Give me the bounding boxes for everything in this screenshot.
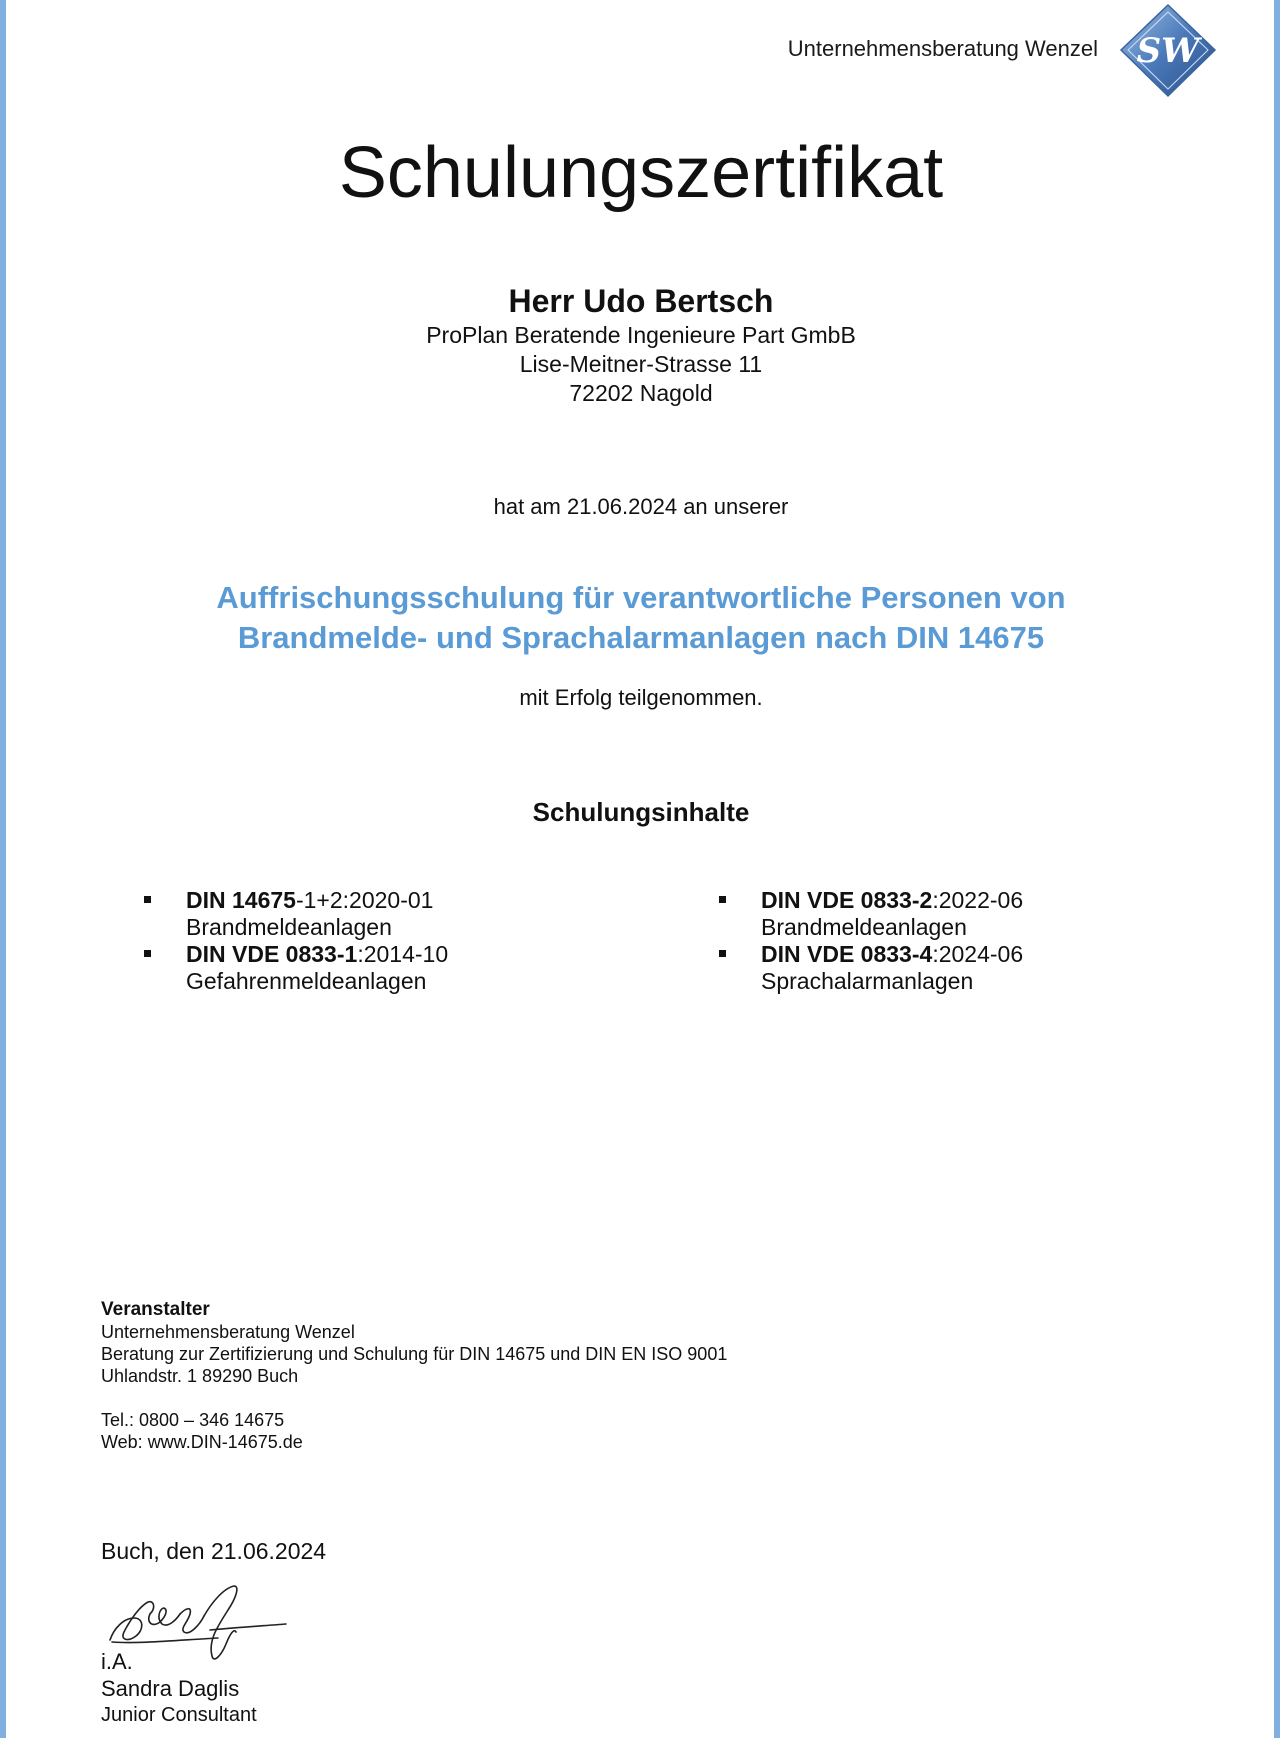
course-title bbox=[0, 578, 1282, 658]
standard-suffix: :2022-06 bbox=[932, 887, 1024, 913]
standard-code: DIN VDE 0833-4 bbox=[761, 941, 933, 967]
contents-list-left bbox=[142, 887, 642, 995]
standard-description: Brandmeldeanlagen bbox=[761, 914, 967, 940]
list-item bbox=[142, 941, 642, 995]
certificate-title: Schulungszertifikat bbox=[338, 133, 944, 213]
recipient-city: 72202 Nagold bbox=[569, 380, 713, 406]
recipient-name: Herr Udo Bertsch bbox=[508, 283, 774, 319]
page-border-left bbox=[0, 0, 6, 1738]
bullet-icon bbox=[144, 896, 151, 903]
signer-role: Junior Consultant bbox=[101, 1704, 257, 1726]
course-title-line-1: Auffrischungsschulung für verantwortliche Personen von bbox=[216, 580, 1066, 615]
list-item bbox=[717, 941, 1217, 995]
recipient-block bbox=[0, 281, 1282, 408]
organizer-address: Uhlandstr. 1 89290 Buch bbox=[101, 1366, 299, 1386]
contents-title: Schulungsinhalte bbox=[532, 797, 750, 827]
page-border-right bbox=[1274, 0, 1280, 1738]
intro-text: hat am 21.06.2024 an unserer bbox=[493, 494, 789, 519]
organizer-block bbox=[101, 1299, 727, 1453]
contents-list-right bbox=[717, 887, 1217, 995]
spacer bbox=[101, 1387, 727, 1409]
logo-text: SW bbox=[1136, 31, 1200, 71]
standard-code: DIN 14675 bbox=[186, 887, 296, 913]
company-logo bbox=[1118, 3, 1218, 98]
recipient-street: Lise-Meitner-Strasse 11 bbox=[519, 351, 763, 377]
header-company-name: Unternehmensberatung Wenzel bbox=[787, 36, 1098, 61]
bullet-icon bbox=[719, 896, 726, 903]
organizer-title: Veranstalter bbox=[101, 1299, 210, 1320]
bullet-icon bbox=[719, 950, 726, 957]
signer-block bbox=[101, 1648, 257, 1729]
list-item bbox=[142, 887, 642, 941]
organizer-phone: Tel.: 0800 – 346 14675 bbox=[101, 1410, 285, 1430]
place-date: Buch, den 21.06.2024 bbox=[101, 1538, 327, 1564]
standard-description: Brandmeldeanlagen bbox=[186, 914, 392, 940]
signer-prefix: i.A. bbox=[101, 1649, 133, 1674]
standard-suffix: :2024-06 bbox=[932, 941, 1024, 967]
standard-suffix: -1+2:2020-01 bbox=[295, 887, 434, 913]
list-item bbox=[717, 887, 1217, 941]
organizer-name: Unternehmensberatung Wenzel bbox=[101, 1322, 355, 1342]
standard-suffix: :2014-10 bbox=[357, 941, 449, 967]
recipient-company: ProPlan Beratende Ingenieure Part GmbB bbox=[426, 322, 856, 348]
standard-description: Sprachalarmanlagen bbox=[761, 968, 974, 994]
standard-code: DIN VDE 0833-2 bbox=[761, 887, 933, 913]
standard-code: DIN VDE 0833-1 bbox=[186, 941, 358, 967]
success-text: mit Erfolg teilgenommen. bbox=[519, 685, 763, 710]
organizer-description: Beratung zur Zertifizierung und Schulung für DIN 14675 und DIN EN ISO 9001 bbox=[101, 1344, 728, 1364]
standard-description: Gefahrenmeldeanlagen bbox=[186, 968, 427, 994]
organizer-web: Web: www.DIN-14675.de bbox=[101, 1432, 303, 1452]
course-title-line-2: Brandmelde- und Sprachalarmanlagen nach DIN 14675 bbox=[237, 620, 1045, 655]
signer-name: Sandra Daglis bbox=[101, 1676, 240, 1701]
bullet-icon bbox=[144, 950, 151, 957]
